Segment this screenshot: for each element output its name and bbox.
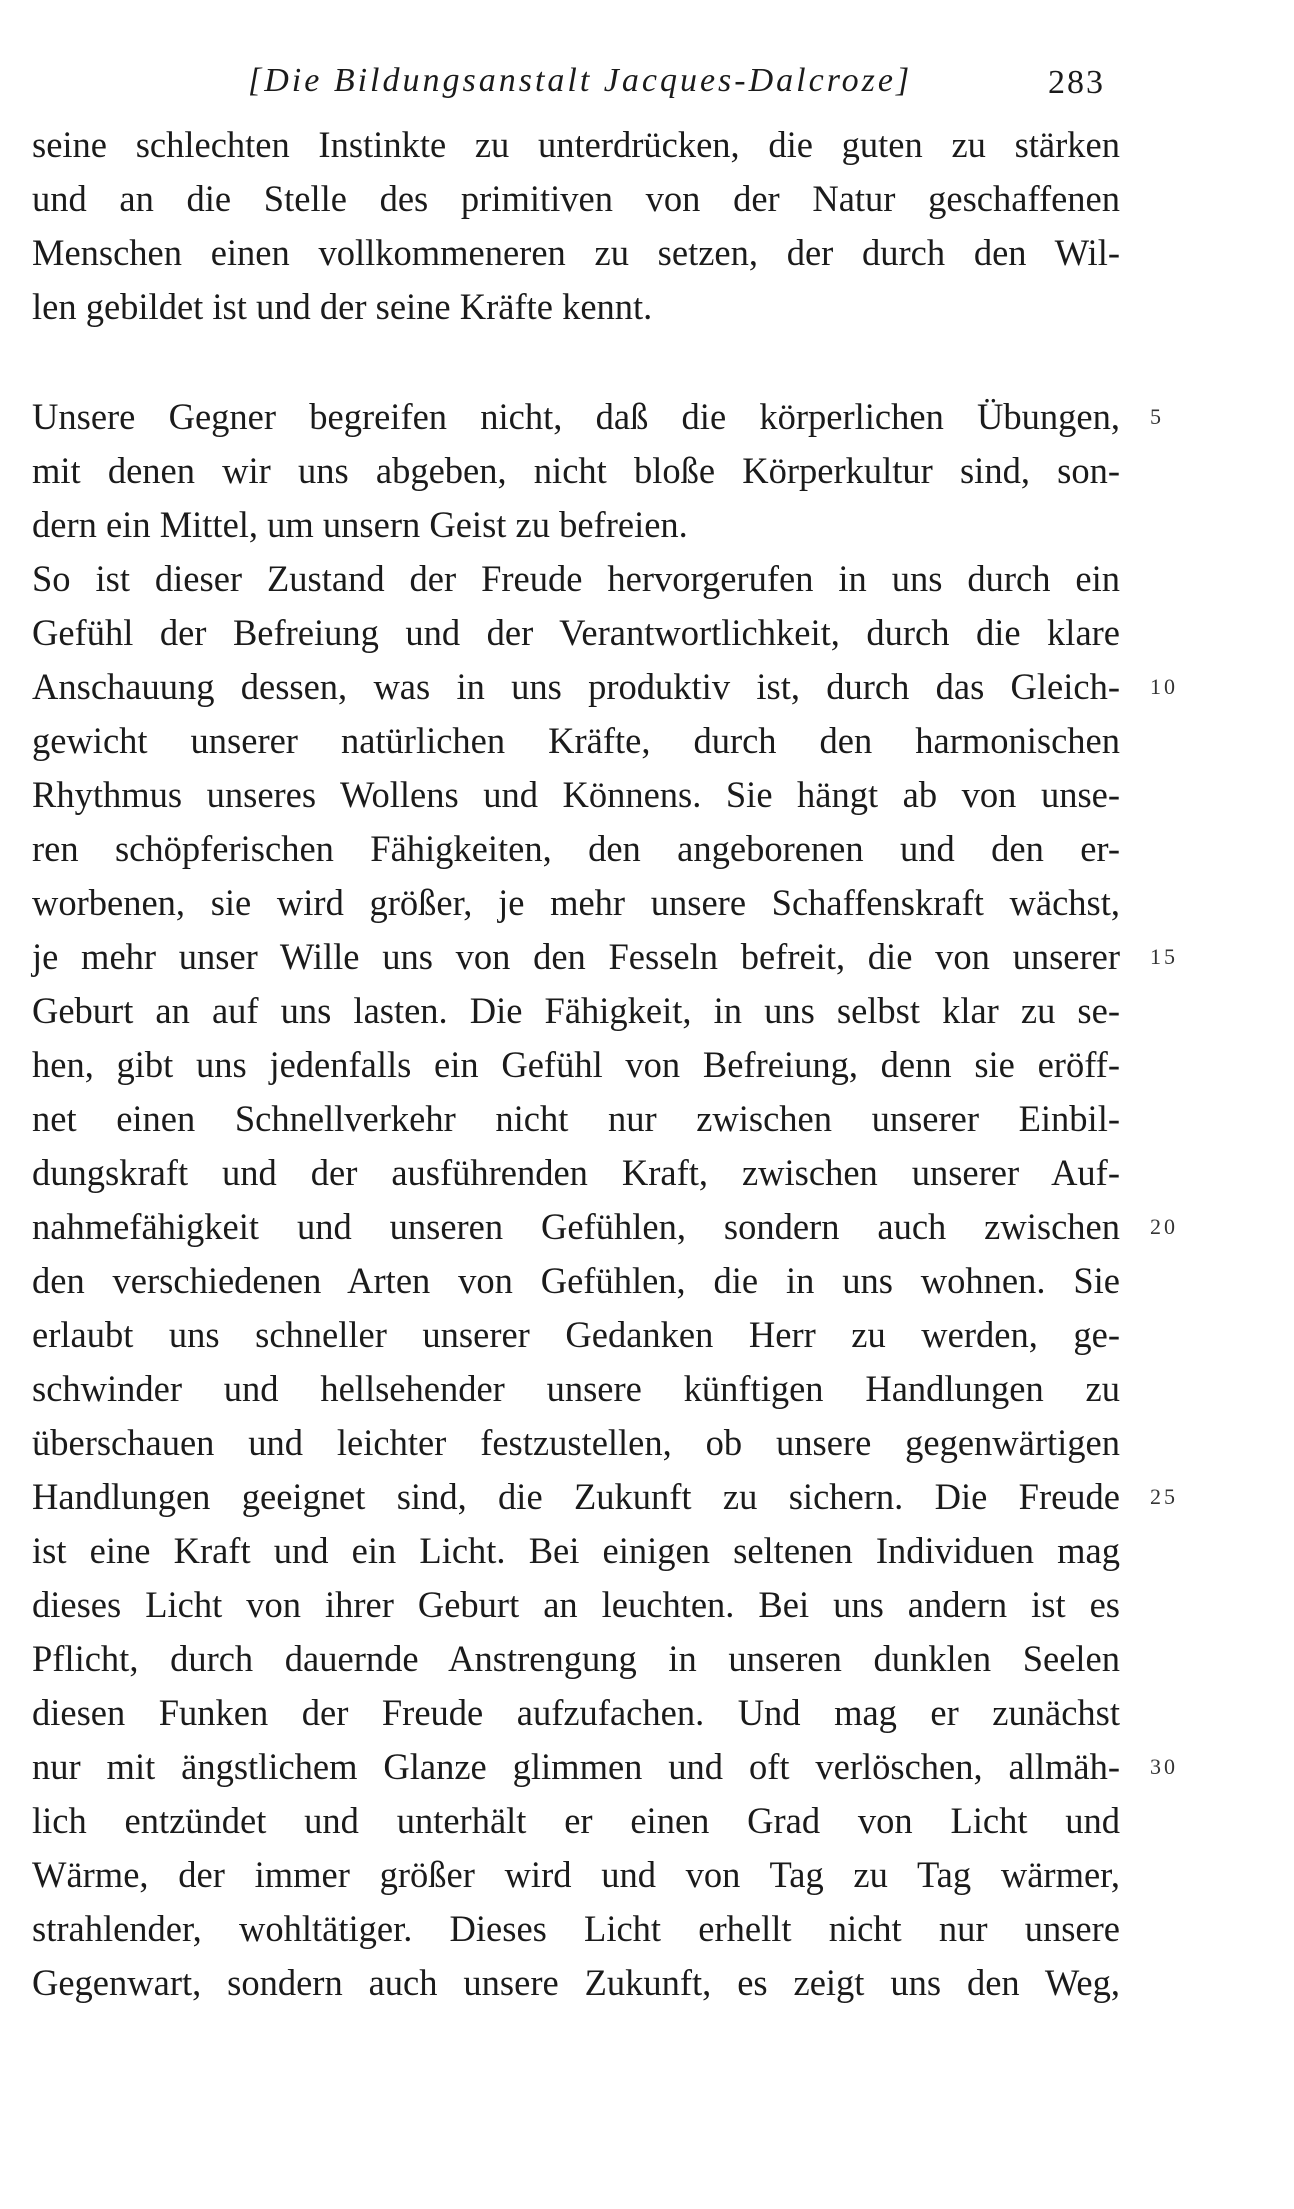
text-line: ist eine Kraft und ein Licht. Bei einigen seltenen Individuen mag [32, 1530, 1120, 1571]
text-line: lich entzündet und unterhält er einen Grad von Licht und [32, 1800, 1120, 1841]
text-line: diesen Funken der Freude aufzufachen. Und mag er zunächst [32, 1692, 1120, 1733]
text-line: Menschen einen vollkommeneren zu setzen, der durch den Wil- [32, 232, 1120, 273]
text-line: nahmefähigkeit und unseren Gefühlen, sondern auch zwischen [32, 1206, 1120, 1247]
line-number: 25 [1150, 1484, 1178, 1509]
text-line: net einen Schnellverkehr nicht nur zwischen unserer Einbil- [32, 1098, 1120, 1139]
text-line: Anschauung dessen, was in uns produktiv ist, durch das Gleich- [32, 666, 1120, 707]
text-line: nur mit ängstlichem Glanze glimmen und oft verlöschen, allmäh- [32, 1746, 1120, 1787]
running-head [0, 62, 1294, 112]
text-line: gewicht unserer natürlichen Kräfte, durch den harmonischen [32, 720, 1120, 761]
text-line: Handlungen geeignet sind, die Zukunft zu sichern. Die Freude [32, 1476, 1120, 1517]
text-line: strahlender, wohltätiger. Dieses Licht erhellt nicht nur unsere [32, 1908, 1120, 1949]
text-line: dungskraft und der ausführenden Kraft, zwischen unserer Auf- [32, 1152, 1120, 1193]
text-line: Wärme, der immer größer wird und von Tag zu Tag wärmer, [32, 1854, 1120, 1895]
line-number: 5 [1150, 404, 1164, 429]
text-line: So ist dieser Zustand der Freude hervorgerufen in uns durch ein [32, 558, 1120, 599]
text-line: erlaubt uns schneller unserer Gedanken Herr zu werden, ge- [32, 1314, 1120, 1355]
text-line: Rhythmus unseres Wollens und Könnens. Sie hängt ab von unse- [32, 774, 1120, 815]
text-line: Gegenwart, sondern auch unsere Zukunft, es zeigt uns den Weg, [32, 1962, 1120, 2003]
text-line: mit denen wir uns abgeben, nicht bloße Körperkultur sind, son- [32, 450, 1120, 491]
line-number: 10 [1150, 674, 1178, 699]
text-line: hen, gibt uns jedenfalls ein Gefühl von Befreiung, denn sie eröff- [32, 1044, 1120, 1085]
line-number: 15 [1150, 944, 1178, 969]
text-line: und an die Stelle des primitiven von der Natur geschaffenen [32, 178, 1120, 219]
line-number: 30 [1150, 1754, 1178, 1779]
text-line: schwinder und hellsehender unsere künftigen Handlungen zu [32, 1368, 1120, 1409]
text-line: den verschiedenen Arten von Gefühlen, die in uns wohnen. Sie [32, 1260, 1120, 1301]
text-line: Unsere Gegner begreifen nicht, daß die körperlichen Übungen, [32, 396, 1120, 437]
text-line: seine schlechten Instinkte zu unterdrücken, die guten zu stärken [32, 124, 1120, 165]
line-number: 20 [1150, 1214, 1178, 1239]
text-line: Pflicht, durch dauernde Anstrengung in unseren dunklen Seelen [32, 1638, 1120, 1679]
page-number: 283 [1048, 64, 1105, 101]
text-line: überschauen und leichter festzustellen, ob unsere gegenwärtigen [32, 1422, 1120, 1463]
text-line: Gefühl der Befreiung und der Verantwortlichkeit, durch die klare [32, 612, 1120, 653]
text-line: worbenen, sie wird größer, je mehr unsere Schaffenskraft wächst, [32, 882, 1120, 923]
text-line: len gebildet ist und der seine Kräfte kennt. [32, 286, 653, 327]
text-line: ren schöpferischen Fähigkeiten, den angeborenen und den er- [32, 828, 1120, 869]
text-line: dern ein Mittel, um unsern Geist zu befreien. [32, 504, 688, 545]
text-line: je mehr unser Wille uns von den Fesseln befreit, die von unserer [32, 936, 1120, 977]
running-title: [Die Bildungsanstalt Jacques-Dalcroze] [248, 62, 913, 99]
text-line: dieses Licht von ihrer Geburt an leuchten. Bei uns andern ist es [32, 1584, 1120, 1625]
text-line: Geburt an auf uns lasten. Die Fähigkeit, in uns selbst klar zu se- [32, 990, 1120, 1031]
